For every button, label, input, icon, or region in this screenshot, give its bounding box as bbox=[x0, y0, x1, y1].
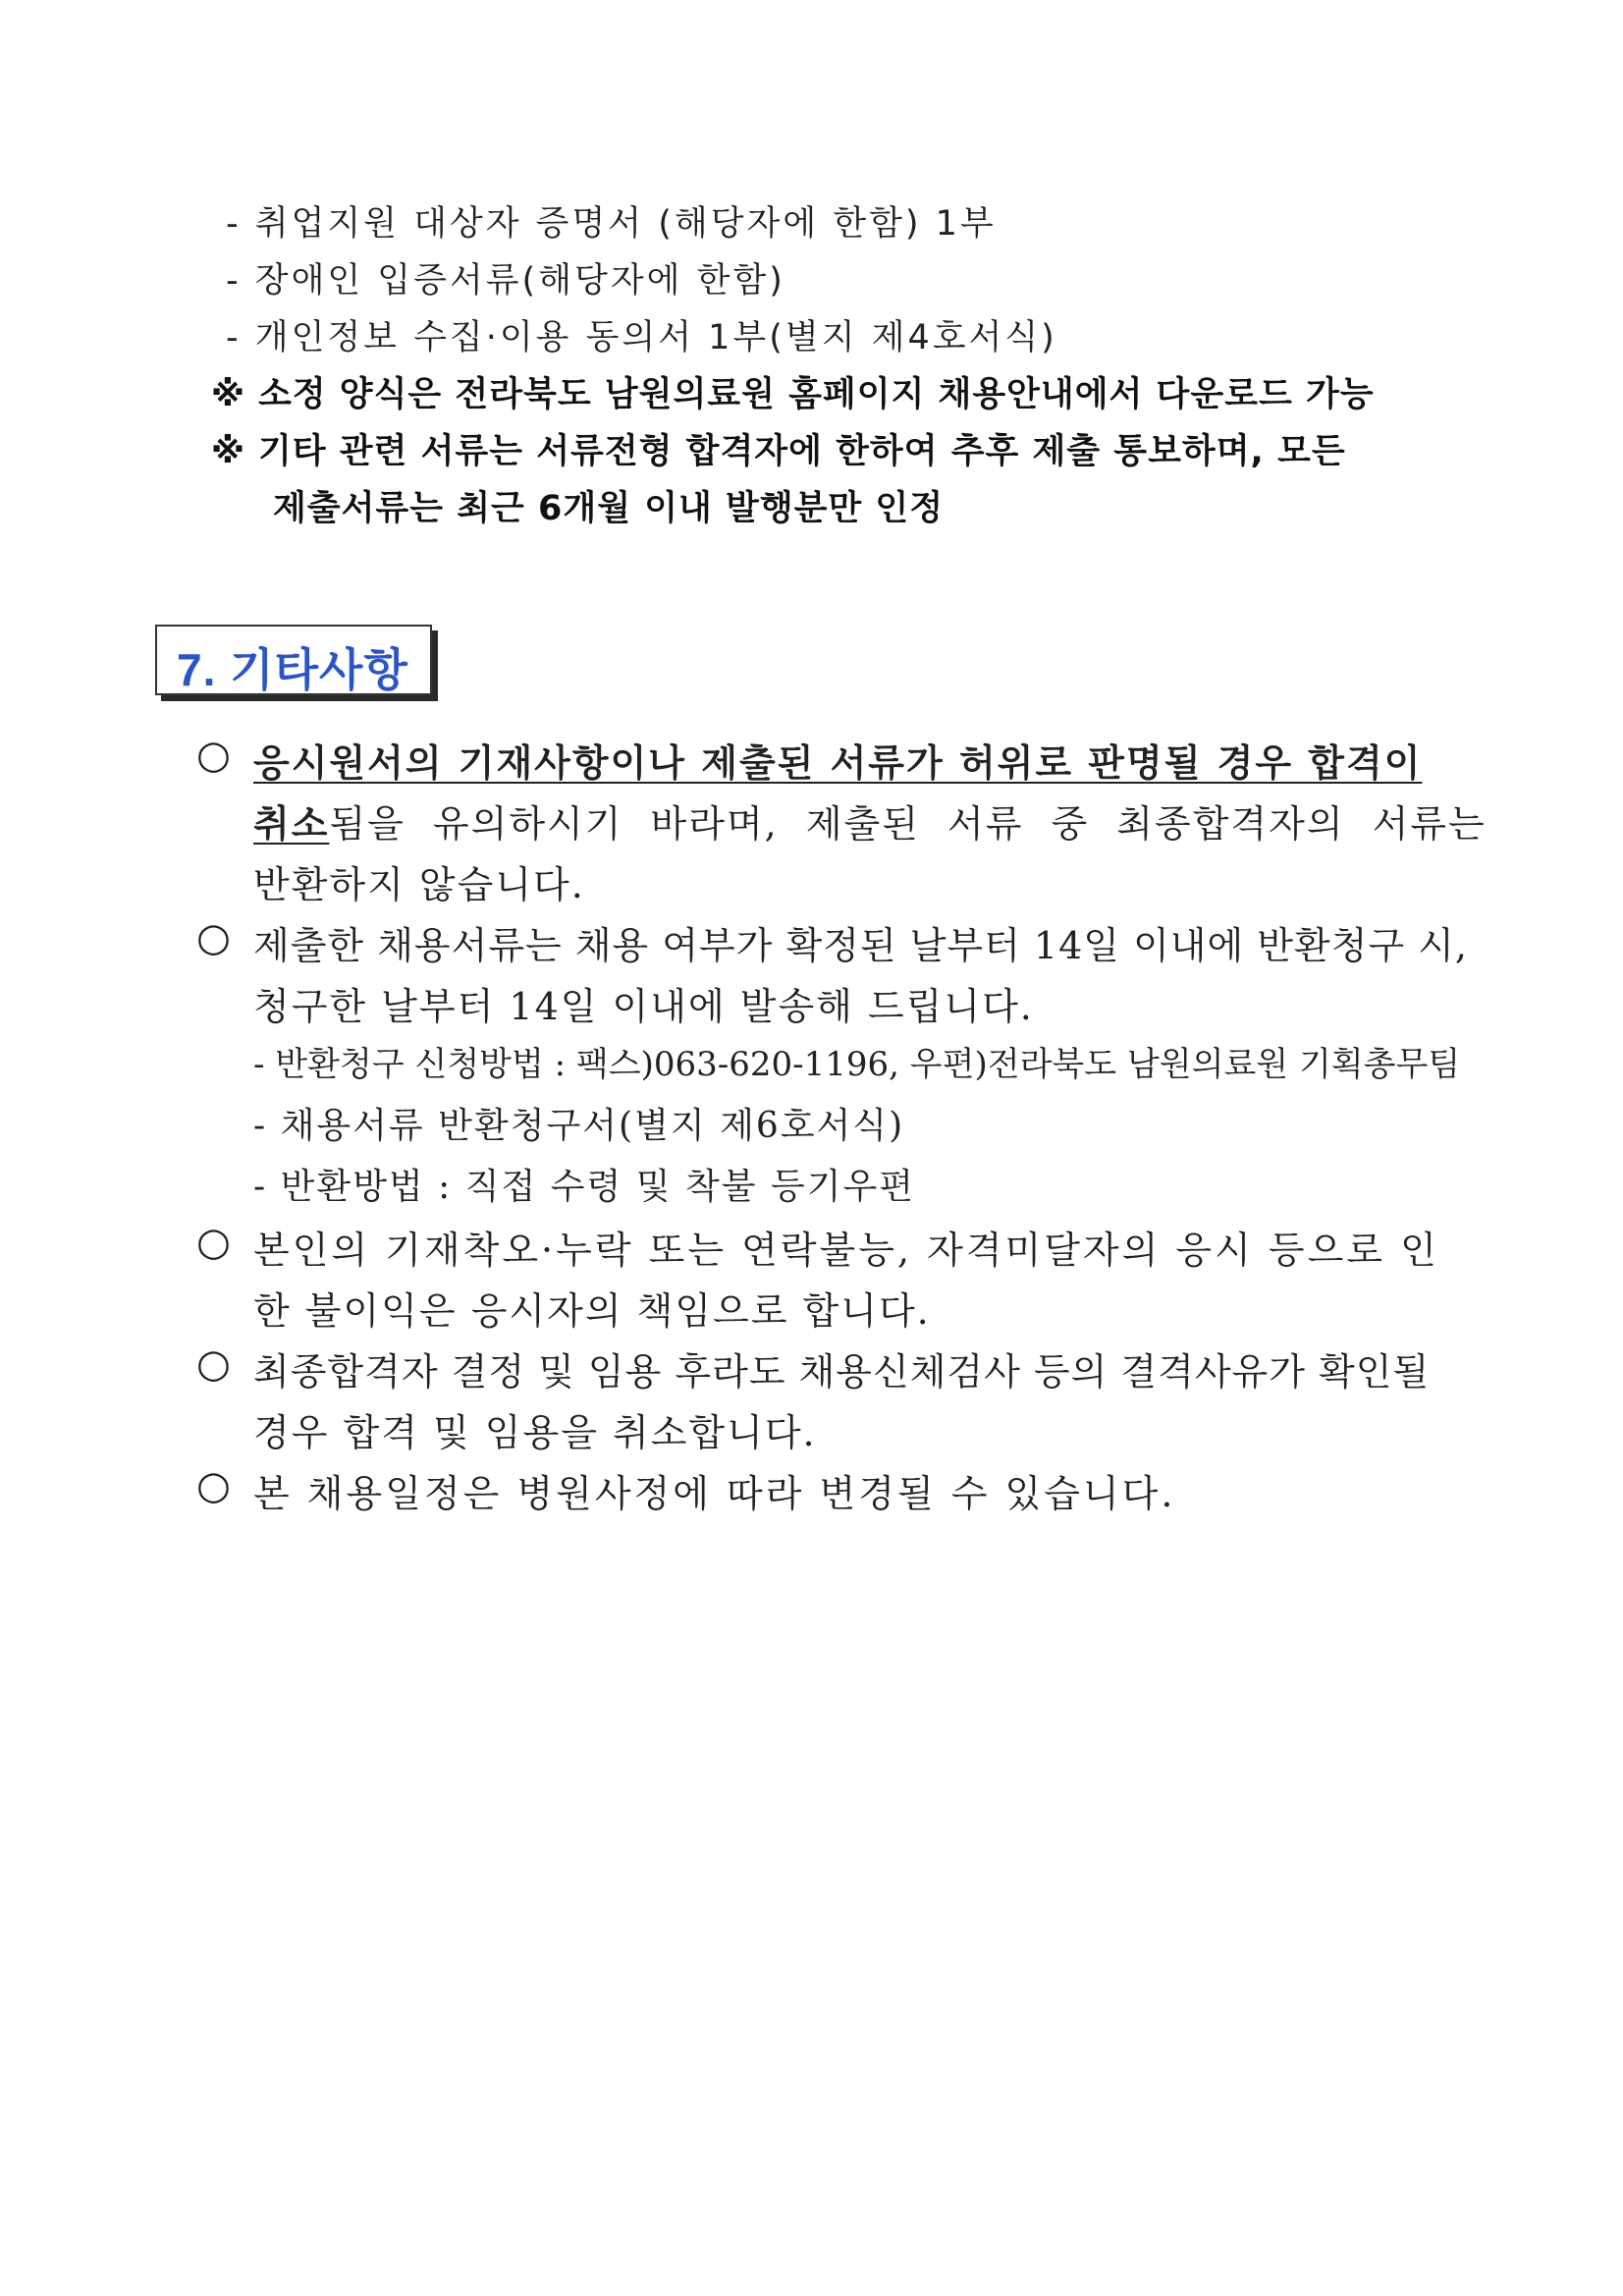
paragraph-line: 반환하지 않습니다. bbox=[253, 863, 585, 906]
emphasized-text: 응시원서의 기재사항이나 제출된 서류가 허위로 판명될 경우 합격이 bbox=[253, 740, 1423, 785]
note-download-forms bbox=[211, 367, 1375, 416]
bullet-circle: ○ bbox=[196, 915, 231, 960]
note-other-documents bbox=[211, 424, 1346, 473]
reference-mark: ※ bbox=[211, 375, 246, 414]
paragraph-line bbox=[253, 733, 1422, 787]
bullet-circle: ○ bbox=[196, 1220, 231, 1265]
paragraph-line: 청구한 날부터 14일 이내에 발송해 드립니다. bbox=[253, 985, 1034, 1028]
note-continuation: 제출서류는 최근 6개월 이내 발행분만 인정 bbox=[273, 489, 945, 528]
section-heading-box bbox=[155, 625, 432, 695]
list-item: - 개인정보 수집·이용 동의서 1부(별지 제4호서식) bbox=[226, 318, 1057, 357]
paragraph-line bbox=[253, 793, 1487, 847]
list-item: - 장애인 입증서류(해당자에 한함) bbox=[226, 261, 785, 301]
list-item: - 취업지원 대상자 증명서 (해당자에 한함) 1부 bbox=[226, 204, 997, 244]
sub-item: - 채용서류 반환청구서(별지 제6호서식) bbox=[253, 1106, 905, 1146]
note-text: 소정 양식은 전라북도 남원의료원 홈페이지 채용안내에서 다운로드 가능 bbox=[258, 375, 1375, 414]
paragraph-line: 제출한 채용서류는 채용 여부가 확정된 날부터 14일 이내에 반환청구 시, bbox=[253, 924, 1468, 967]
bullet-circle: ○ bbox=[196, 733, 231, 778]
paragraph-line: 경우 합격 및 임용을 취소합니다. bbox=[253, 1411, 817, 1454]
emphasized-text: 취소 bbox=[253, 801, 330, 846]
bullet-circle: ○ bbox=[196, 1463, 231, 1508]
note-text: 기타 관련 서류는 서류전형 합격자에 한하여 추후 제출 통보하며, 모든 bbox=[258, 432, 1346, 471]
sub-item: - 반환청구 신청방법 : 팩스)063-620-1196, 우편)전라북도 남원의료원 기획총무팀 bbox=[253, 1045, 1461, 1084]
paragraph-line: 최종합격자 결정 및 임용 후라도 채용신체검사 등의 결격사유가 확인될 bbox=[253, 1350, 1431, 1394]
section-title: 7. 기타사항 bbox=[177, 644, 408, 695]
paragraph-line: 한 불이익은 응시자의 책임으로 합니다. bbox=[253, 1289, 931, 1333]
bullet-circle: ○ bbox=[196, 1341, 231, 1387]
sub-item: - 반환방법 : 직접 수령 및 착불 등기우편 bbox=[253, 1167, 916, 1207]
reference-mark: ※ bbox=[211, 432, 246, 471]
paragraph-text: 됨을 유의하시기 바라며, 제출된 서류 중 최종합격자의 서류는 bbox=[329, 802, 1487, 846]
paragraph-line: 본인의 기재착오·누락 또는 연락불능, 자격미달자의 응시 등으로 인 bbox=[253, 1229, 1439, 1272]
paragraph-line: 본 채용일정은 병원사정에 따라 변경될 수 있습니다. bbox=[253, 1472, 1176, 1515]
